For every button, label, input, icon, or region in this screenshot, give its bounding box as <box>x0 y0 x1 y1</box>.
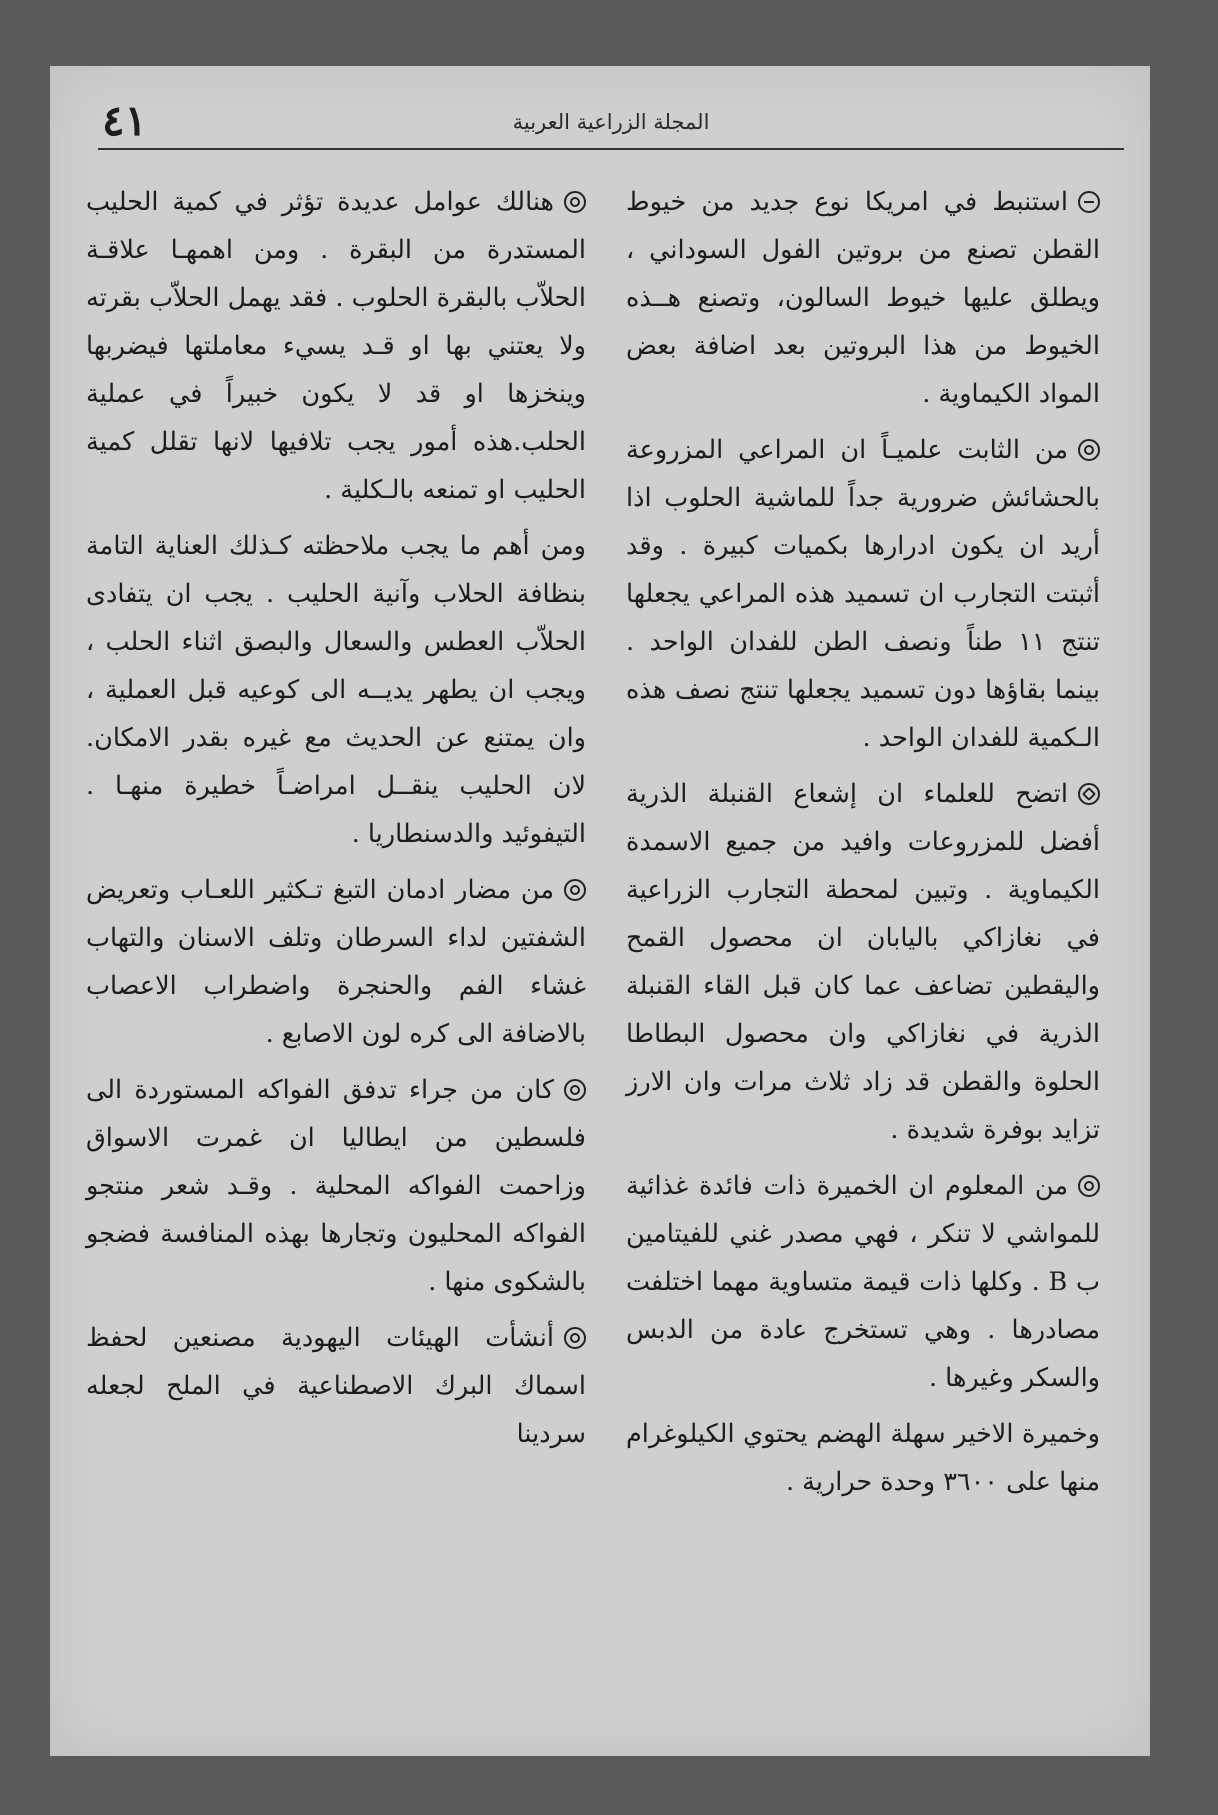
plus-ornament-icon <box>1078 191 1100 213</box>
rosette-ornament-icon <box>564 191 586 213</box>
left-column <box>86 178 586 1458</box>
journal-title: المجلة الزراعية العربية <box>512 110 710 134</box>
article-paragraph: كان من جراء تدفق الفواكه المستوردة الى فلسطين من ايطاليا ان غمرت الاسواق وزاحمت الفواكه المحلية . وقـد شعر منتجو الفواكه المحليون وتجارها بهذه المنافسة فضجو بالشكوى منها . <box>86 1075 586 1297</box>
right-column <box>626 178 1100 1506</box>
article-paragraph: من مضار ادمان التبغ تـكثير اللعـاب وتعريض الشفتين لداء السرطان وتلف الاسنان والتهاب غشاء الفم والحنجرة واضطراب الاعصاب بالاضافة الى كره لون الاصابع . <box>86 875 586 1049</box>
rosette-ornament-icon <box>1078 439 1100 461</box>
article-paragraph: وخميرة الاخير سهلة الهضم يحتوي الكيلوغرام منها على ٣٦٠٠ وحدة حرارية . <box>626 1419 1100 1497</box>
page-number: ٤١ <box>102 96 148 145</box>
page-header <box>98 96 1124 150</box>
rosette-ornament-icon <box>564 1079 586 1101</box>
article-paragraph: من الثابت علميـاً ان المراعي المزروعة بالحشائش ضرورية جداً للماشية الحلوب اذا أريد ان يكون ادرارها بكميات كبيرة . وقد أثبتت التجارب ان تسميد هذه المراعي يجعلها تنتج ١١ طناً ونصف الطن للفدان الواحد . بينما بقاؤها دون تسميد يجعلها تنتج نصف هذه الـكمية للفدان الواحد . <box>626 435 1100 753</box>
magazine-page <box>50 66 1150 1756</box>
article-paragraph: أنشأت الهيئات اليهودية مصنعين لحفظ اسماك البرك الاصطناعية في الملح لجعله سردينا <box>86 1323 586 1449</box>
article-paragraph: ومن أهم ما يجب ملاحظته كـذلك العناية التامة بنظافة الحلاب وآنية الحليب . يجب ان يتفادى الحلاّب العطس والسعال والبصق اثناء الحلب ، ويجب ان يطهر يديــه الى كوعيه قبل العملية ، وان يمتنع عن الحديث مع غيره بقدر الامكان. لان الحليب ينقــل امراضـاً خطيرة منهـا . التيفوئيد والدسنطاريا . <box>86 531 586 849</box>
globe-ornament-icon <box>1078 783 1100 805</box>
article-paragraph: استنبط في امريكا نوع جديد من خيوط القطن تصنع من بروتين الفول السوداني ، ويطلق عليها خيوط السالون، وتصنع هــذه الخيوط من هذا البروتين بعد اضافة بعض المواد الكيماوية . <box>626 187 1100 409</box>
rosette-ornament-icon <box>1078 1175 1100 1197</box>
article-paragraph: من المعلوم ان الخميرة ذات فائدة غذائية للمواشي لا تنكر ، فهي مصدر غني للفيتامين ب B . وكلها ذات قيمة متساوية مهما اختلفت مصادرها . وهي تستخرج عادة من الدبس والسكر وغيرها . <box>626 1171 1100 1393</box>
rosette-ornament-icon <box>564 879 586 901</box>
article-paragraph: هنالك عوامل عديدة تؤثر في كمية الحليب المستدرة من البقرة . ومن اهمهـا علاقـة الحلاّب بالبقرة الحلوب . فقد يهمل الحلاّب بقرته ولا يعتني بها او قـد يسيء معاملتها فيضربها وينخزها او قد لا يكون خبيراً في عملية الحلب.هذه أمور يجب تلافيها لانها تقلل كمية الحليب او تمنعه بالـكلية . <box>86 187 586 505</box>
article-paragraph: اتضح للعلماء ان إشعاع القنبلة الذرية أفضل للمزروعات وافيد من جميع الاسمدة الكيماوية . وتبين لمحطة التجارب الزراعية في نغازاكي باليابان ان محصول القمح واليقطين تضاعف عما كان قبل القاء القنبلة الذرية في نغازاكي وان محصول البطاطا الحلوة والقطن قد زاد ثلاث مرات وان الارز تزايد بوفرة شديدة . <box>626 779 1100 1145</box>
rosette-ornament-icon <box>564 1327 586 1349</box>
